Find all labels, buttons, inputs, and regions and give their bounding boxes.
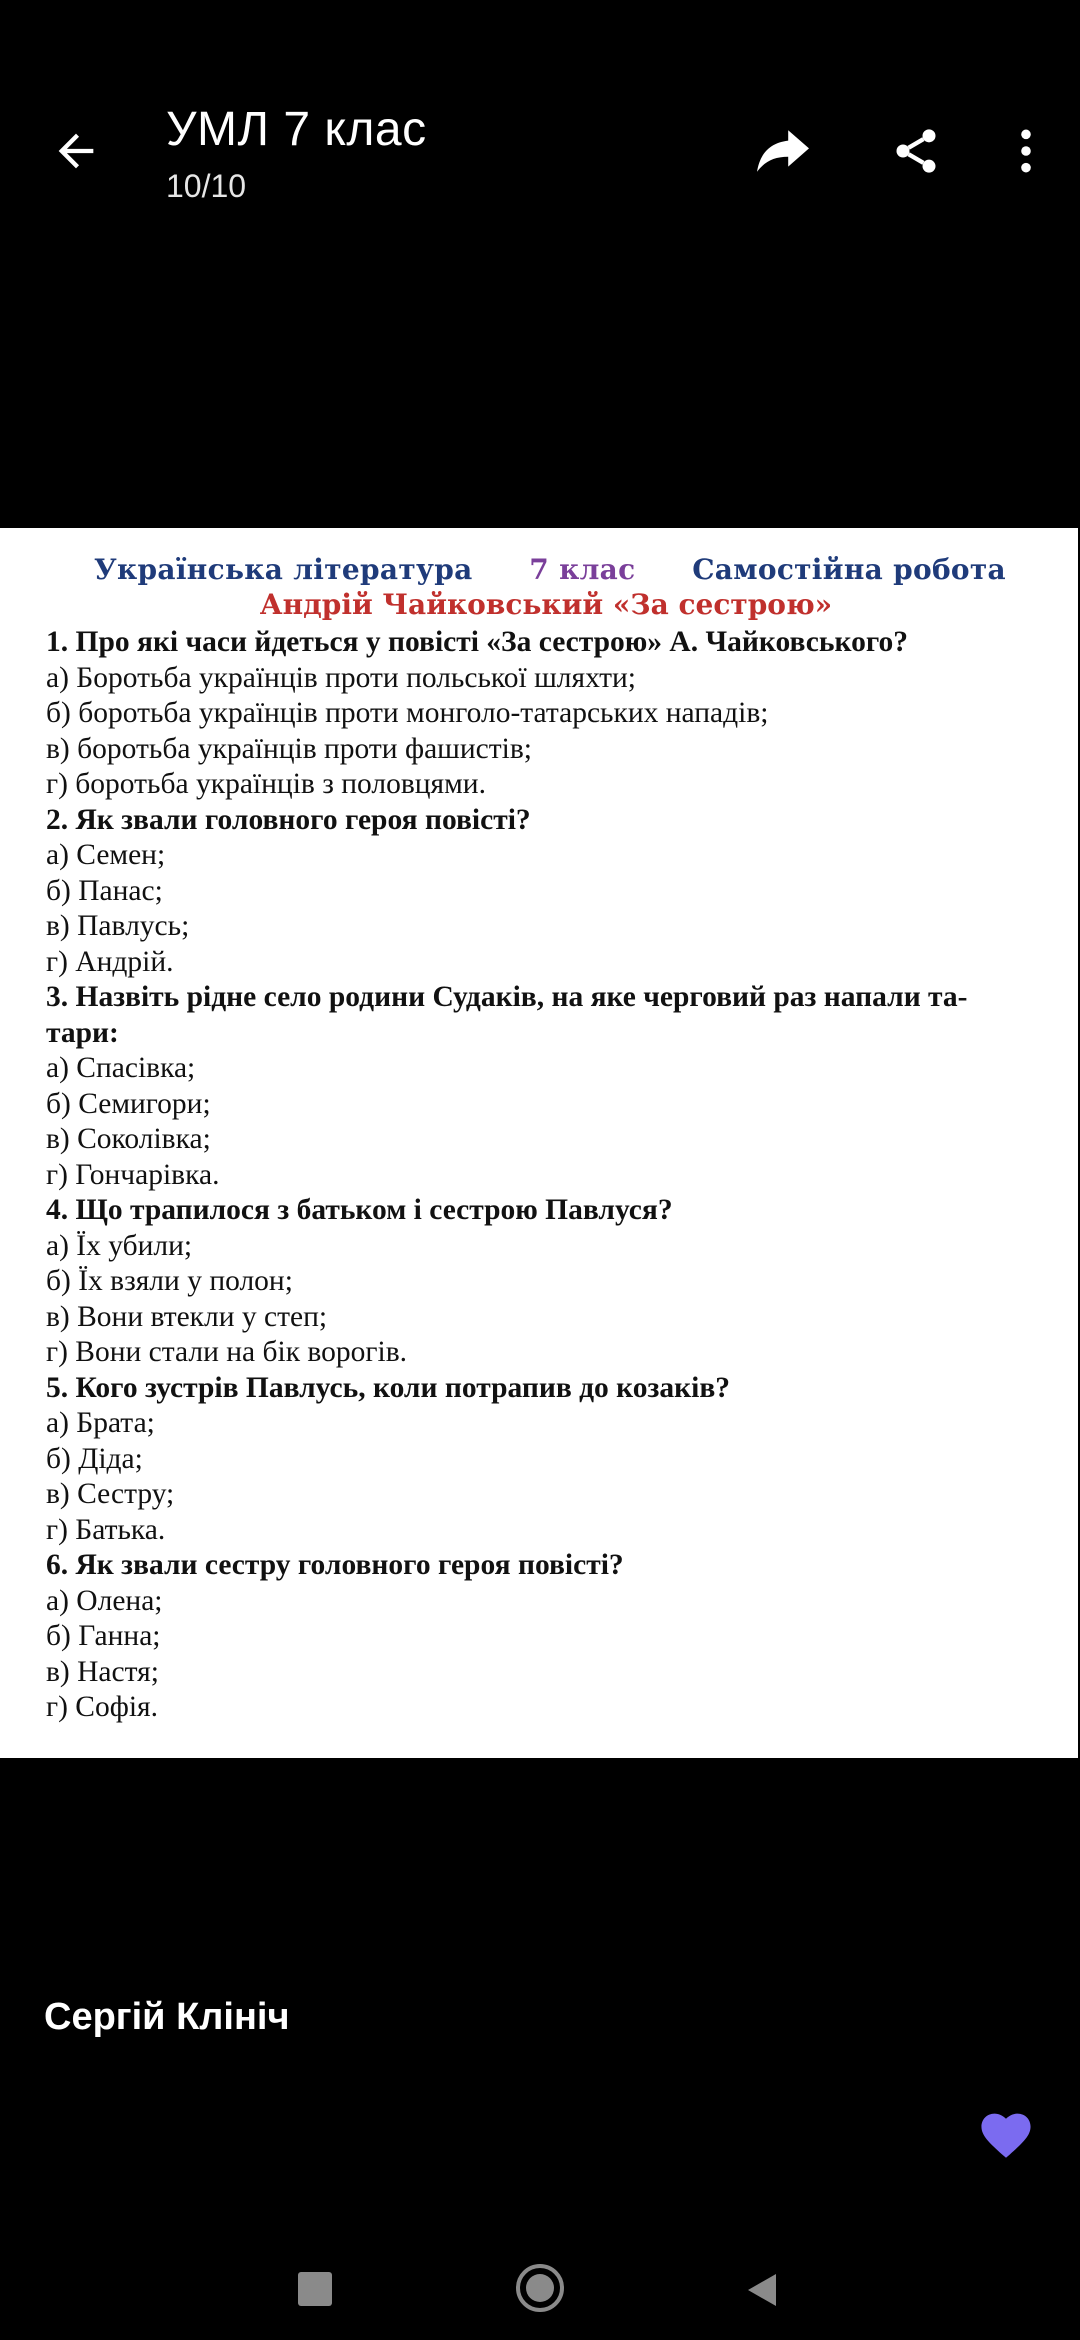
answer-option: б) Ганна; xyxy=(46,1620,161,1652)
document-header xyxy=(46,553,1046,586)
question-block xyxy=(46,1548,1038,1726)
document-image[interactable] xyxy=(0,528,1078,1758)
answer-option: а) Їх убили; xyxy=(46,1229,193,1262)
system-back-button[interactable] xyxy=(740,2268,784,2312)
question-block xyxy=(46,1371,1038,1549)
answer-option: в) Вони втекли у степ; xyxy=(46,1300,328,1333)
question-text: 2. Як звали головного героя повісті? xyxy=(46,803,531,836)
system-navigation-bar xyxy=(0,2220,1080,2340)
question-block xyxy=(46,625,1038,803)
recent-apps-button[interactable] xyxy=(298,2272,332,2306)
home-circle-icon xyxy=(514,2262,566,2314)
answer-option: г) Гончарівка. xyxy=(46,1158,220,1191)
top-bar xyxy=(0,0,1080,260)
answer-option: в) Соколівка; xyxy=(46,1123,211,1155)
answer-option: а) Семен; xyxy=(46,839,166,871)
answer-option: в) Павлусь; xyxy=(46,910,190,942)
question-text: 6. Як звали сестру головного героя повісті? xyxy=(46,1549,624,1581)
answer-option: а) Олена; xyxy=(46,1584,163,1617)
answer-option: г) Вони стали на бік ворогів. xyxy=(46,1336,408,1368)
answer-option: б) боротьба українців проти монголо-татарських нападів; xyxy=(46,697,769,729)
question-text: 1. Про які часи йдеться у повісті «За сестрою» А. Чайковського? xyxy=(46,626,909,658)
answer-option: а) Брата; xyxy=(46,1407,155,1439)
page-counter: 10/10 xyxy=(166,168,247,204)
triangle-back-icon xyxy=(744,2270,780,2310)
question-text: 5. Кого зустрів Павлусь, коли потрапив до козаків? xyxy=(46,1371,731,1404)
home-button[interactable] xyxy=(512,2260,568,2316)
question-block xyxy=(46,803,1038,981)
author-name[interactable]: Сергій Клініч xyxy=(44,1996,290,2038)
question-text: 3. Назвіть рідне село родини Судаків, на яке черговий раз напали та-тари: xyxy=(46,981,968,1049)
answer-option: а) Спасівка; xyxy=(46,1052,196,1084)
answer-option: г) Андрій. xyxy=(46,945,174,978)
arrow-left-icon xyxy=(50,125,102,177)
answer-option: в) Настя; xyxy=(46,1655,159,1688)
share-icon xyxy=(890,123,942,179)
answer-option: а) Боротьба українців проти польської шляхти; xyxy=(46,661,636,694)
document-grade: 7 клас xyxy=(529,553,636,586)
answer-option: б) Діда; xyxy=(46,1442,143,1475)
question-block xyxy=(46,1193,1038,1371)
back-button[interactable] xyxy=(40,115,112,187)
answer-option: г) Софія. xyxy=(46,1691,158,1723)
answer-option: б) Панас; xyxy=(46,874,163,907)
answer-option: г) Батька. xyxy=(46,1513,166,1546)
answer-option: б) Їх взяли у полон; xyxy=(46,1265,293,1297)
forward-arrow-icon xyxy=(751,125,815,177)
question-block xyxy=(46,980,1038,1193)
heart-icon xyxy=(976,2105,1036,2159)
more-vertical-icon xyxy=(1016,126,1036,176)
chat-title: УМЛ 7 клас xyxy=(166,103,427,156)
share-button[interactable] xyxy=(880,115,952,187)
document-work-type: Самостійна робота xyxy=(692,553,1006,586)
question-text: 4. Що трапилося з батьком і сестрою Павлуся? xyxy=(46,1194,673,1226)
answer-option: б) Семигори; xyxy=(46,1087,211,1120)
answer-option: в) Сестру; xyxy=(46,1478,175,1510)
question-list xyxy=(46,625,1078,1726)
document-subtitle: Андрій Чайковський «За сестрою» xyxy=(259,588,833,621)
document-subject: Українська література xyxy=(94,553,473,586)
forward-button[interactable] xyxy=(747,115,819,187)
answer-option: в) боротьба українців проти фашистів; xyxy=(46,732,532,765)
like-button[interactable] xyxy=(972,2098,1040,2166)
answer-option: г) боротьба українців з половцями. xyxy=(46,768,486,800)
more-options-button[interactable] xyxy=(990,115,1062,187)
